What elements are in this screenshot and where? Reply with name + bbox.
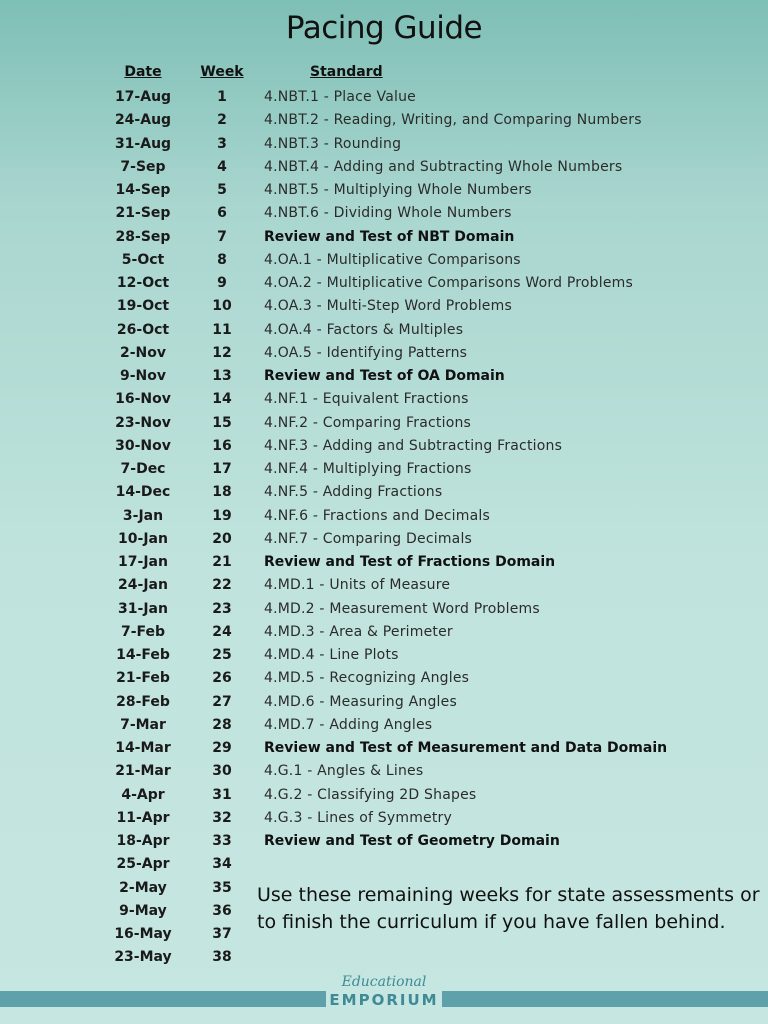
table-row xyxy=(0,807,768,830)
row-date: 14-Sep xyxy=(115,182,171,198)
footer-band-left xyxy=(0,991,326,1007)
row-week: 9 xyxy=(217,275,227,291)
row-standard: Review and Test of Fractions Domain xyxy=(264,554,556,570)
row-standard: 4.OA.1 - Multiplicative Comparisons xyxy=(264,251,521,268)
row-date: 25-Apr xyxy=(116,856,170,873)
row-week: 14 xyxy=(212,391,232,408)
row-date: 10-Jan xyxy=(118,530,168,547)
row-week: 5 xyxy=(217,182,227,198)
row-standard: 4.OA.4 - Factors & Multiples xyxy=(264,321,464,338)
row-week: 31 xyxy=(212,786,232,803)
table-row xyxy=(0,319,768,342)
row-date: 7-Sep xyxy=(120,158,166,175)
row-date: 9-Nov xyxy=(119,368,166,384)
row-standard: 4.NF.5 - Adding Fractions xyxy=(264,484,443,501)
row-date: 2-Nov xyxy=(119,344,166,361)
row-week: 8 xyxy=(217,251,227,268)
row-date: 23-May xyxy=(114,949,172,966)
row-standard: 4.NBT.2 - Reading, Writing, and Comparing Numbers xyxy=(264,112,642,129)
row-week: 20 xyxy=(212,530,232,547)
row-date: 31-Jan xyxy=(118,600,168,617)
table-row xyxy=(0,249,768,272)
row-standard: 4.MD.7 - Adding Angles xyxy=(264,716,433,733)
row-week: 4 xyxy=(217,158,227,175)
row-date: 12-Oct xyxy=(116,275,170,291)
row-standard: 4.OA.3 - Multi-Step Word Problems xyxy=(264,298,512,315)
table-row xyxy=(0,109,768,132)
row-week: 35 xyxy=(212,879,232,896)
row-date: 21-Feb xyxy=(116,670,170,687)
row-date: 17-Aug xyxy=(114,89,172,105)
row-week: 36 xyxy=(212,902,232,919)
logo-line-2: EMPORIUM xyxy=(329,991,439,1009)
row-date: 21-Mar xyxy=(115,763,171,780)
table-row xyxy=(0,528,768,551)
row-week: 28 xyxy=(212,716,232,733)
row-standard: 4.MD.2 - Measurement Word Problems xyxy=(264,600,540,617)
row-standard: 4.G.2 - Classifying 2D Shapes xyxy=(264,786,477,803)
row-week: 34 xyxy=(212,856,232,873)
row-date: 28-Feb xyxy=(116,693,170,710)
table-row xyxy=(0,226,768,249)
page-title: Pacing Guide xyxy=(285,10,483,46)
row-date: 4-Apr xyxy=(121,786,165,803)
row-standard: 4.NF.2 - Comparing Fractions xyxy=(264,414,472,431)
row-date: 24-Jan xyxy=(118,577,168,594)
row-week: 24 xyxy=(212,623,232,640)
row-week: 33 xyxy=(212,833,232,849)
pacing-table xyxy=(0,86,768,970)
row-week: 12 xyxy=(212,344,232,361)
table-row xyxy=(0,784,768,807)
table-row xyxy=(0,737,768,760)
row-standard: 4.NBT.1 - Place Value xyxy=(264,89,416,105)
table-row xyxy=(0,644,768,667)
row-week: 15 xyxy=(212,414,232,431)
table-row xyxy=(0,621,768,644)
row-date: 24-Aug xyxy=(114,112,172,129)
table-row xyxy=(0,481,768,504)
row-date: 21-Sep xyxy=(115,205,171,222)
row-standard: 4.MD.5 - Recognizing Angles xyxy=(264,670,470,687)
table-row xyxy=(0,760,768,783)
row-date: 14-Feb xyxy=(116,647,170,663)
column-header-standard: Standard xyxy=(310,64,383,80)
footer-band-right xyxy=(442,991,768,1007)
row-week: 6 xyxy=(217,205,227,222)
table-row xyxy=(0,667,768,690)
row-date: 7-Mar xyxy=(120,716,166,733)
row-date: 17-Jan xyxy=(118,554,168,570)
row-standard: Review and Test of Measurement and Data Domain xyxy=(264,740,668,756)
column-header-date: Date xyxy=(124,64,162,80)
row-standard: Review and Test of Geometry Domain xyxy=(264,833,560,849)
row-standard: 4.NF.6 - Fractions and Decimals xyxy=(264,507,490,524)
row-standard: 4.MD.4 - Line Plots xyxy=(264,647,399,663)
table-row xyxy=(0,830,768,853)
table-row xyxy=(0,412,768,435)
row-standard: 4.NF.1 - Equivalent Fractions xyxy=(264,391,469,408)
table-row xyxy=(0,295,768,318)
table-row xyxy=(0,551,768,574)
table-row xyxy=(0,691,768,714)
row-date: 30-Nov xyxy=(115,437,171,454)
row-date: 7-Dec xyxy=(120,461,166,477)
table-row xyxy=(0,202,768,225)
table-row xyxy=(0,365,768,388)
row-date: 14-Mar xyxy=(115,740,171,756)
note-line-2: to finish the curriculum if you have fallen behind. xyxy=(257,911,726,933)
table-row xyxy=(0,574,768,597)
educational-emporium-logo xyxy=(326,974,442,1010)
row-week: 26 xyxy=(212,670,232,687)
row-week: 25 xyxy=(212,647,232,663)
row-date: 3-Jan xyxy=(122,507,164,524)
row-standard: 4.NBT.5 - Multiplying Whole Numbers xyxy=(264,182,532,198)
row-date: 16-May xyxy=(114,926,172,942)
table-row xyxy=(0,946,768,969)
row-date: 18-Apr xyxy=(116,833,170,849)
row-date: 23-Nov xyxy=(115,414,171,431)
row-standard: 4.OA.2 - Multiplicative Comparisons Word Problems xyxy=(264,275,633,291)
row-week: 10 xyxy=(212,298,232,315)
row-week: 11 xyxy=(212,321,232,338)
row-standard: 4.NBT.4 - Adding and Subtracting Whole Numbers xyxy=(264,158,623,175)
row-week: 19 xyxy=(212,507,232,524)
row-standard: Review and Test of OA Domain xyxy=(264,368,505,384)
row-date: 5-Oct xyxy=(121,251,165,268)
row-week: 17 xyxy=(212,461,232,477)
row-date: 11-Apr xyxy=(116,809,170,826)
row-standard: 4.NF.4 - Multiplying Fractions xyxy=(264,461,472,477)
row-standard: 4.G.1 - Angles & Lines xyxy=(264,763,424,780)
table-row xyxy=(0,505,768,528)
row-week: 18 xyxy=(212,484,232,501)
row-date: 31-Aug xyxy=(114,135,172,152)
row-standard: Review and Test of NBT Domain xyxy=(264,228,515,245)
row-week: 27 xyxy=(212,693,232,710)
table-row xyxy=(0,342,768,365)
row-date: 2-May xyxy=(119,879,167,896)
table-row xyxy=(0,133,768,156)
row-date: 16-Nov xyxy=(115,391,171,408)
row-week: 22 xyxy=(212,577,232,594)
table-row xyxy=(0,853,768,876)
table-row xyxy=(0,86,768,109)
row-week: 2 xyxy=(217,112,227,129)
row-date: 14-Dec xyxy=(115,484,171,501)
row-week: 32 xyxy=(212,809,232,826)
table-row xyxy=(0,435,768,458)
row-standard: 4.G.3 - Lines of Symmetry xyxy=(264,809,452,826)
row-week: 38 xyxy=(212,949,232,966)
row-standard: 4.NBT.3 - Rounding xyxy=(264,135,402,152)
table-row xyxy=(0,598,768,621)
row-week: 30 xyxy=(212,763,232,780)
row-week: 29 xyxy=(212,740,232,756)
row-week: 1 xyxy=(217,89,227,105)
table-row xyxy=(0,388,768,411)
row-week: 3 xyxy=(217,135,227,152)
table-row xyxy=(0,458,768,481)
row-week: 21 xyxy=(212,554,232,570)
table-row xyxy=(0,179,768,202)
row-standard: 4.NBT.6 - Dividing Whole Numbers xyxy=(264,205,512,222)
note-line-1: Use these remaining weeks for state assessments or xyxy=(257,884,760,906)
row-date: 26-Oct xyxy=(116,321,170,338)
table-row xyxy=(0,272,768,295)
row-standard: 4.MD.3 - Area & Perimeter xyxy=(264,623,453,640)
row-date: 19-Oct xyxy=(116,298,170,315)
row-standard: 4.MD.1 - Units of Measure xyxy=(264,577,451,594)
column-header-week: Week xyxy=(200,64,244,80)
row-standard: 4.NF.7 - Comparing Decimals xyxy=(264,530,473,547)
row-week: 16 xyxy=(212,437,232,454)
row-date: 9-May xyxy=(119,902,167,919)
row-standard: 4.OA.5 - Identifying Patterns xyxy=(264,344,468,361)
table-row xyxy=(0,156,768,179)
row-week: 13 xyxy=(212,368,232,384)
remaining-weeks-note xyxy=(257,882,760,936)
logo-line-1: Educational xyxy=(341,974,427,990)
row-standard: 4.MD.6 - Measuring Angles xyxy=(264,693,457,710)
row-week: 37 xyxy=(212,926,232,942)
row-week: 23 xyxy=(212,600,232,617)
row-standard: 4.NF.3 - Adding and Subtracting Fractions xyxy=(264,437,563,454)
row-date: 28-Sep xyxy=(115,228,171,245)
table-row xyxy=(0,714,768,737)
row-date: 7-Feb xyxy=(120,623,166,640)
row-week: 7 xyxy=(217,228,227,245)
